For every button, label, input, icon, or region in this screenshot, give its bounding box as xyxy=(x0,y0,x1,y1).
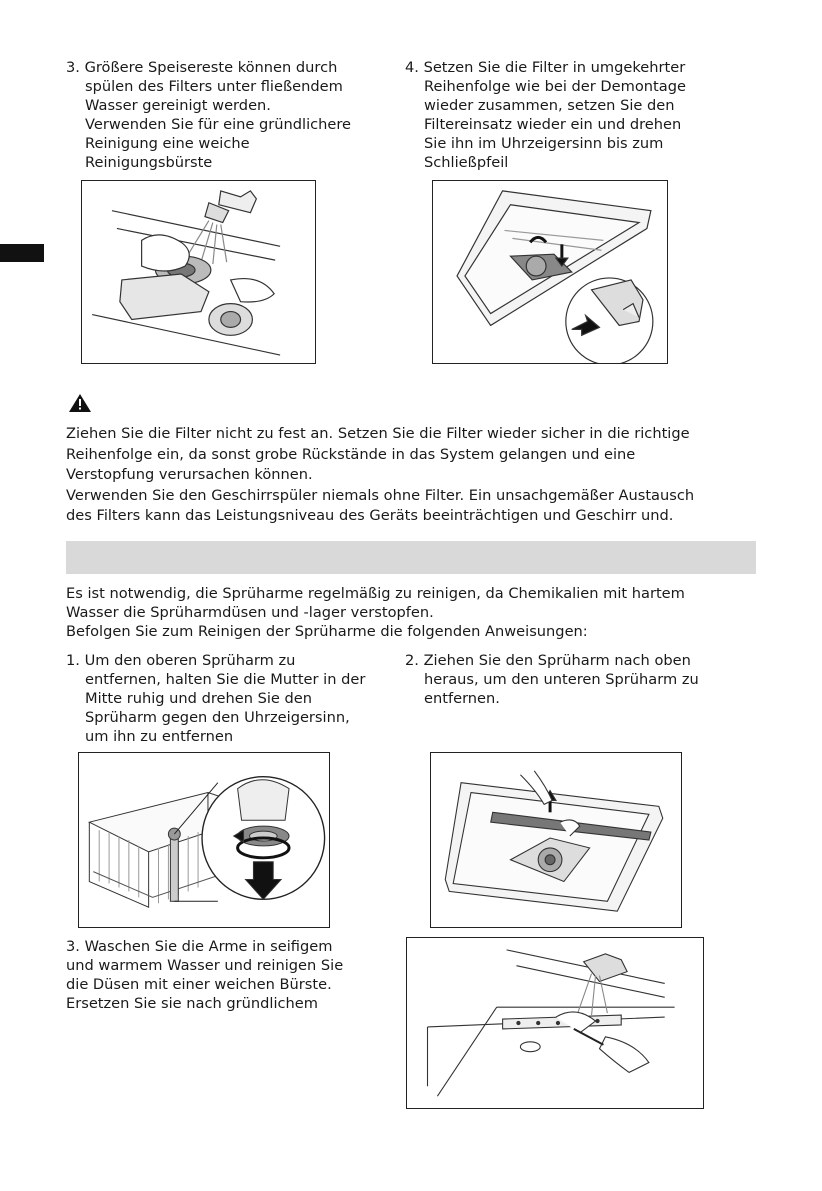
spray-step-2-text: 2. Ziehen Sie den Sprüharm nach oben heraus, um den unteren Sprüharm zu entfernen. xyxy=(405,652,699,707)
warning-text: Ziehen Sie die Filter nicht zu fest an. Setzen Sie die Filter wieder sicher in die richtige Reihenfolge ein, da sonst grobe Rückstände in das System gelangen und eine Verstopfung verursachen können. Verwenden Sie den Geschirrspüler niemals ohne Filter. Ein unsachgemäßer Austausch des Filters kann das Leistungsniveau des Geräts beeinträchtigen und Geschirr und. xyxy=(66,425,695,524)
warning-triangle-icon xyxy=(68,393,92,413)
filter-step-4-text: 4. Setzen Sie die Filter in umgekehrter Reihenfolge wie bei der Demontage wieder zusammen, setzen Sie den Filtereinsatz wieder ein und drehen Sie ihn im Uhrzeigersinn bis zum Schließpfeil xyxy=(405,59,686,171)
chapter-tab-marker xyxy=(0,244,44,262)
spray-arm-brushing-illustration xyxy=(406,937,704,1109)
spray-step-3-text: 3. Waschen Sie die Arme in seifigem und warmem Wasser und reinigen Sie die Düsen mit einer weichen Bürste. Ersetzen Sie sie nach gründlichem xyxy=(66,938,344,1012)
section-heading-bar xyxy=(66,541,756,574)
lower-spray-arm-illustration xyxy=(430,752,682,928)
filter-step-3-text: 3. Größere Speisereste können durch spülen des Filters unter fließendem Wasser gereinigt werden. Verwenden Sie für eine gründlichere Reinigung eine weiche Reinigungsbürste xyxy=(66,59,352,171)
upper-spray-arm-illustration xyxy=(78,752,330,928)
spray-step-1-text: 1. Um den oberen Sprüharm zu entfernen, halten Sie die Mutter in der Mitte ruhig und drehen Sie den Sprüharm gegen den Uhrzeigersinn, um ihn zu entfernen xyxy=(66,652,366,745)
spray-arm-intro: Es ist notwendig, die Sprüharme regelmäßig zu reinigen, da Chemikalien mit hartem Wasser die Sprüharmdüsen und -lager verstopfen. Befolgen Sie zum Reinigen der Sprüharme die folgenden Anweisungen: xyxy=(66,585,685,640)
filter-reassembly-illustration xyxy=(432,180,668,364)
filter-rinse-illustration xyxy=(81,180,316,364)
